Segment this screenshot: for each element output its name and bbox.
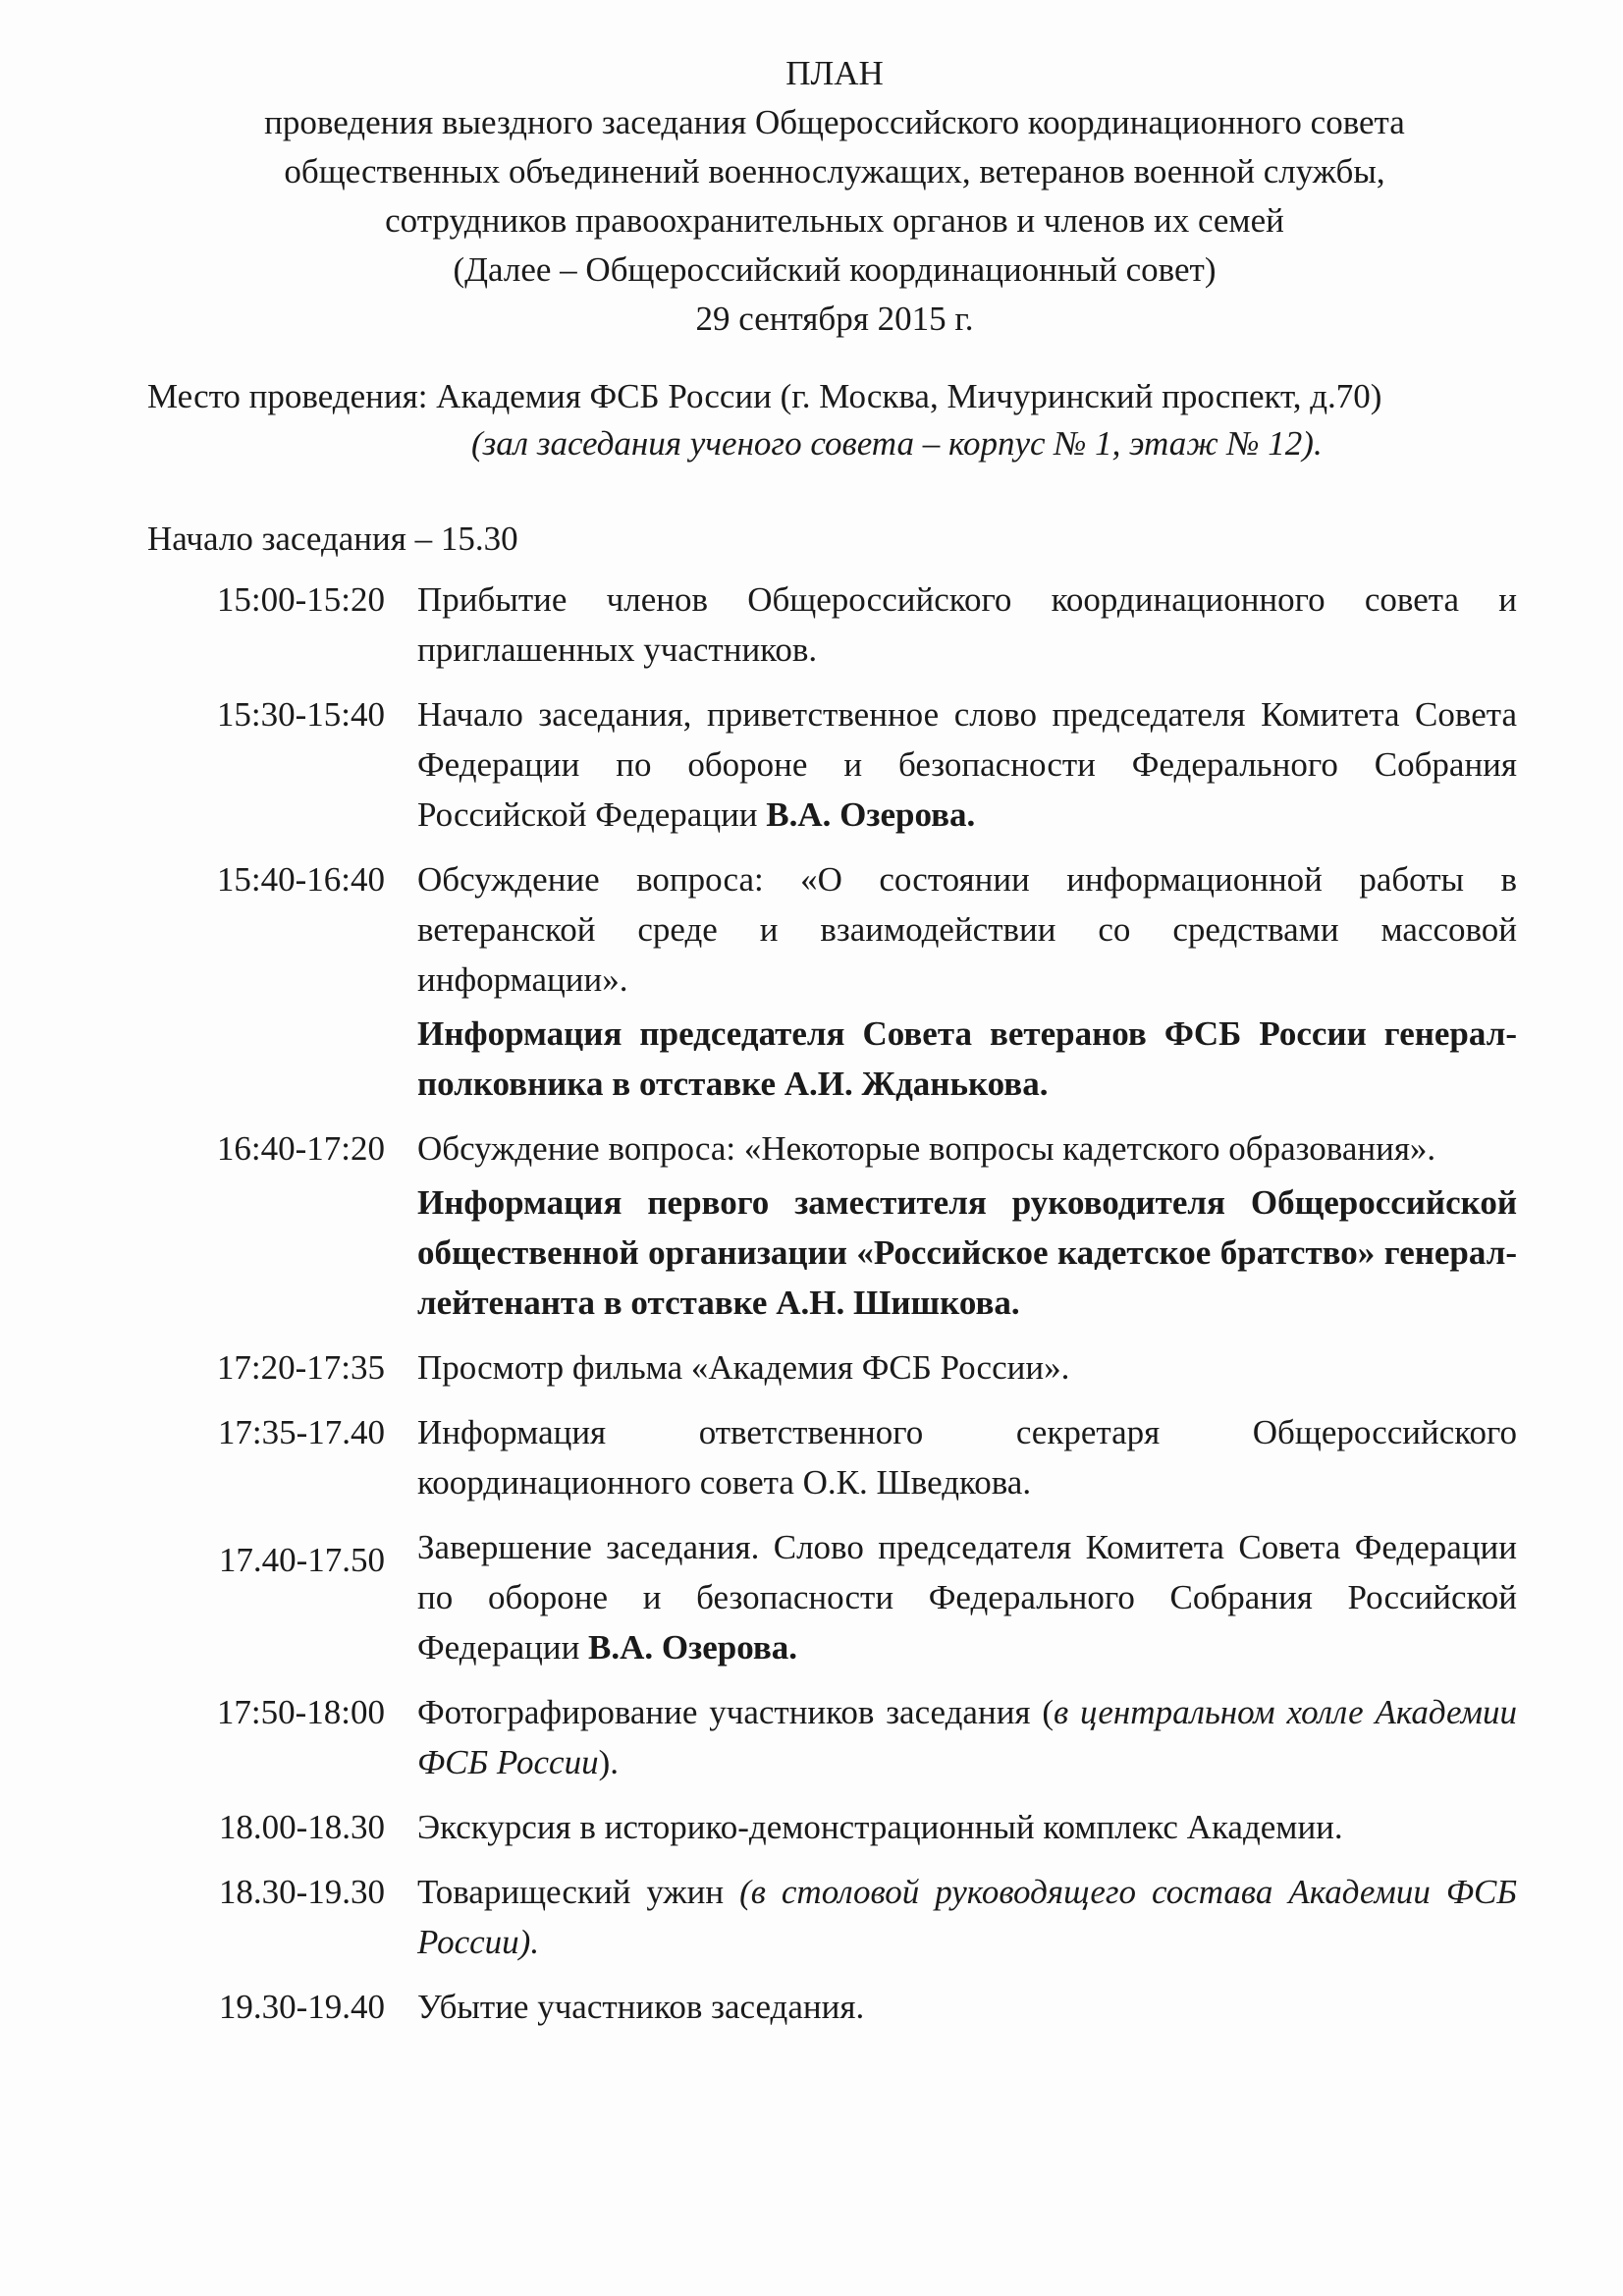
schedule-text-plain: Завершение заседания. Слово председателя Комитета Совета Федерации по обороне и безопасности Федерального Собрания Российской Федерации [417, 1528, 1517, 1667]
schedule-time: 19.30-19.40 [218, 1988, 385, 2026]
header-line: сотрудников правоохранительных органов и членов их семей [385, 201, 1284, 240]
schedule-desc [417, 1982, 1517, 2032]
schedule-desc [417, 1687, 1517, 1787]
venue-detail: (зал заседания ученого совета – корпус № 1, этаж № 12). [471, 424, 1323, 463]
schedule-desc [417, 1802, 1517, 1852]
schedule-item [147, 574, 1517, 675]
schedule-time: 17:35-17.40 [217, 1413, 385, 1451]
schedule-text-plain: Начало заседания, приветственное слово председателя Комитета Совета Федерации по обороне и безопасности Федерального Собрания Российской Федерации [417, 695, 1517, 834]
schedule-text [417, 1867, 1517, 1967]
venue-main: Место проведения: Академия ФСБ России (г. Москва, Мичуринский проспект, д.70) [147, 377, 1382, 415]
schedule-text-plain: Товарищеский ужин [417, 1873, 740, 1911]
schedule-time: 17.40-17.50 [218, 1541, 385, 1579]
schedule-desc [417, 1522, 1517, 1672]
schedule-item [147, 1867, 1517, 1967]
schedule-desc [417, 574, 1517, 675]
schedule-item [147, 1982, 1517, 2032]
schedule-item [147, 1522, 1517, 1672]
header-date: 29 сентября 2015 г. [695, 300, 974, 338]
schedule-item [147, 1123, 1517, 1328]
schedule-time: 18.00-18.30 [218, 1808, 385, 1846]
schedule-text-plain: Фотографирование участников заседания ( [417, 1693, 1055, 1731]
schedule-text: Экскурсия в историко-демонстрационный комплекс Академии. [417, 1808, 1343, 1846]
schedule-time: 15:40-16:40 [216, 860, 385, 899]
document-header [147, 49, 1522, 344]
header-line: проведения выездного заседания Общероссийского координационного совета [264, 103, 1405, 141]
schedule-text: Обсуждение вопроса: «Некоторые вопросы кадетского образования». [417, 1129, 1436, 1168]
schedule-item [147, 1687, 1517, 1787]
schedule-text: Информация ответственного секретаря Общероссийского координационного совета О.К. Шведкова. [417, 1413, 1517, 1502]
schedule-speaker: Информация первого заместителя руководителя Общероссийской общественной организации «Российское кадетское братство» генерал-лейтенанта в отставке А.Н. Шишкова. [417, 1183, 1517, 1322]
schedule-text [417, 1522, 1517, 1672]
schedule-item [147, 1342, 1517, 1393]
schedule-time: 15:00-15:20 [216, 580, 385, 619]
header-line: общественных объединений военнослужащих, ветеранов военной службы, [284, 152, 1385, 191]
schedule-desc [417, 1123, 1517, 1328]
schedule-desc [417, 1342, 1517, 1393]
session-start: Начало заседания – 15.30 [147, 519, 518, 558]
schedule-time: 15:30-15:40 [216, 695, 385, 734]
schedule-time: 18.30-19.30 [218, 1873, 385, 1911]
schedule-time: 17:50-18:00 [216, 1693, 385, 1731]
schedule-text [417, 689, 1517, 840]
schedule-time: 16:40-17:20 [216, 1129, 385, 1168]
schedule-text [417, 1687, 1517, 1787]
schedule-item [147, 854, 1517, 1109]
schedule-text-bold: В.А. Озерова. [766, 795, 976, 834]
schedule-desc [417, 1867, 1517, 1967]
header-line: (Далее – Общероссийский координационный совет) [453, 250, 1217, 289]
schedule-text: Обсуждение вопроса: «О состоянии информационной работы в ветеранской среде и взаимодействии со средствами массовой информации». [417, 860, 1517, 999]
schedule-list [147, 574, 1517, 2047]
schedule-item [147, 1407, 1517, 1507]
schedule-item [147, 1802, 1517, 1852]
schedule-speaker: Информация председателя Совета ветеранов ФСБ России генерал-полковника в отставке А.И. Жданькова. [417, 1014, 1517, 1103]
schedule-text-italic: в центральном холле Академии ФСБ России [417, 1693, 1517, 1781]
schedule-text-plain: ). [598, 1743, 619, 1781]
venue-block [147, 373, 1542, 467]
schedule-time: 17:20-17:35 [216, 1348, 385, 1387]
schedule-text-italic: (в столовой руководящего состава Академии ФСБ России). [417, 1873, 1517, 1961]
schedule-text-bold: В.А. Озерова. [588, 1628, 797, 1667]
schedule-text: Просмотр фильма «Академия ФСБ России». [417, 1348, 1070, 1387]
schedule-desc [417, 854, 1517, 1109]
schedule-text: Убытие участников заседания. [417, 1988, 865, 2026]
document-title: ПЛАН [785, 54, 884, 92]
schedule-text: Прибытие членов Общероссийского координационного совета и приглашенных участников. [417, 580, 1517, 669]
schedule-desc [417, 689, 1517, 840]
schedule-item [147, 689, 1517, 840]
schedule-desc [417, 1407, 1517, 1507]
